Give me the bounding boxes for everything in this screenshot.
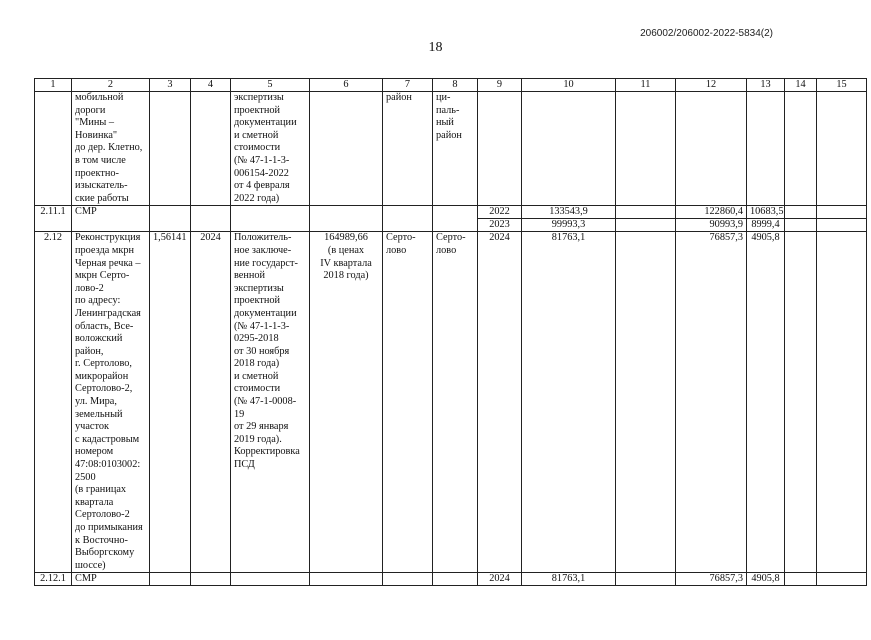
cell [191, 92, 231, 206]
cell-total: 133543,9 [522, 206, 616, 219]
cell [785, 92, 817, 206]
column-header: 1 [35, 79, 72, 92]
cell [616, 573, 676, 586]
cell [616, 92, 676, 206]
cell-municipality: Серто- лово [433, 232, 478, 573]
cell [522, 92, 616, 206]
cell [817, 573, 867, 586]
cell [616, 219, 676, 232]
column-header: 8 [433, 79, 478, 92]
table-row-2-12-1 [35, 573, 867, 586]
column-header: 2 [72, 79, 150, 92]
column-header: 9 [478, 79, 522, 92]
table-row-2-12 [35, 232, 867, 573]
cell-year: 2024 [478, 573, 522, 586]
cell-value: 76857,3 [676, 573, 747, 586]
column-header: 3 [150, 79, 191, 92]
cell-num: 2.12.1 [35, 573, 72, 586]
cell [785, 206, 817, 219]
cell-num: 2.12 [35, 232, 72, 573]
cell [747, 92, 785, 206]
cell-name: СМР [72, 206, 150, 232]
cell [150, 206, 191, 232]
cell-num [35, 92, 72, 206]
cell-value: 8999,4 [747, 219, 785, 232]
cell-total: 81763,1 [522, 232, 616, 573]
table-row-continuation [35, 92, 867, 206]
cell-basis: экспертизы проектной документации и сметной стоимости (№ 47-1-1-3- 006154-2022 от 4 февраля 2022 года) [231, 92, 310, 206]
cell [310, 92, 383, 206]
cell [191, 573, 231, 586]
program-table [34, 78, 867, 586]
cell-value: 76857,3 [676, 232, 747, 573]
cell [310, 206, 383, 232]
cell-year: 2024 [478, 232, 522, 573]
cell [478, 92, 522, 206]
cell [676, 92, 747, 206]
cell [191, 206, 231, 232]
cell [433, 206, 478, 232]
cell [383, 573, 433, 586]
column-header: 7 [383, 79, 433, 92]
column-header: 6 [310, 79, 383, 92]
column-header: 12 [676, 79, 747, 92]
column-header: 11 [616, 79, 676, 92]
cell [817, 219, 867, 232]
cell-name: Реконструкция проезда мкрн Черная речка – мкрн Серто- лово-2 по адресу: Ленинградская область, Все- воложский район, г. Сертолово, микрорайон Сертолово-2, ул. Мира, земельный участок с кадастровым номером 47:08:0103002: 2500 (в границах квартала Сертолово-2 до примыкания к Восточно- Выборгскому шоссе) [72, 232, 150, 573]
cell [785, 573, 817, 586]
document-id: 206002/206002-2022-5834(2) [640, 28, 773, 39]
cell-year: 2023 [478, 219, 522, 232]
cell-value: 10683,5 [747, 206, 785, 219]
header-row [35, 79, 867, 92]
table-row-2-11-1 [35, 206, 867, 219]
cell-capacity: 1,56141 [150, 232, 191, 573]
cell-name: мобильной дороги "Мины – Новинка" до дер. Клетно, в том числе проектно- изыскатель- ские работы [72, 92, 150, 206]
cell-name: СМР [72, 573, 150, 586]
cell-year: 2022 [478, 206, 522, 219]
cell-total: 81763,1 [522, 573, 616, 586]
cell [231, 206, 310, 232]
cell [817, 232, 867, 573]
column-header: 10 [522, 79, 616, 92]
column-header: 15 [817, 79, 867, 92]
column-header: 14 [785, 79, 817, 92]
cell-num: 2.11.1 [35, 206, 72, 232]
column-header: 5 [231, 79, 310, 92]
cell [616, 232, 676, 573]
column-header: 4 [191, 79, 231, 92]
cell-period: 2024 [191, 232, 231, 573]
cell [383, 206, 433, 232]
cell-total: 99993,3 [522, 219, 616, 232]
cell [231, 573, 310, 586]
cell [150, 92, 191, 206]
cell-location: Серто- лово [383, 232, 433, 573]
cell [817, 206, 867, 219]
cell [785, 219, 817, 232]
cell-municipality: ци- паль- ный район [433, 92, 478, 206]
cell [150, 573, 191, 586]
cell [433, 573, 478, 586]
cell [616, 206, 676, 219]
cell-location: район [383, 92, 433, 206]
cell-value: 90993,9 [676, 219, 747, 232]
cell [817, 92, 867, 206]
cell-basis: Положитель- ное заключе- ние государст- венной экспертизы проектной документации (№ 47-1-1-3- 0295-2018 от 30 ноября 2018 года) и сметной стоимости (№ 47-1-0008- 19 от 29 января 2019 года). Корректировка ПСД [231, 232, 310, 573]
cell-value: 4905,8 [747, 573, 785, 586]
cell [785, 232, 817, 573]
cell-estimate: 164989,66 (в ценах IV квартала 2018 года) [310, 232, 383, 573]
column-header: 13 [747, 79, 785, 92]
page-number: 18 [428, 40, 443, 55]
cell-value: 4905,8 [747, 232, 785, 573]
cell-value: 122860,4 [676, 206, 747, 219]
cell [310, 573, 383, 586]
